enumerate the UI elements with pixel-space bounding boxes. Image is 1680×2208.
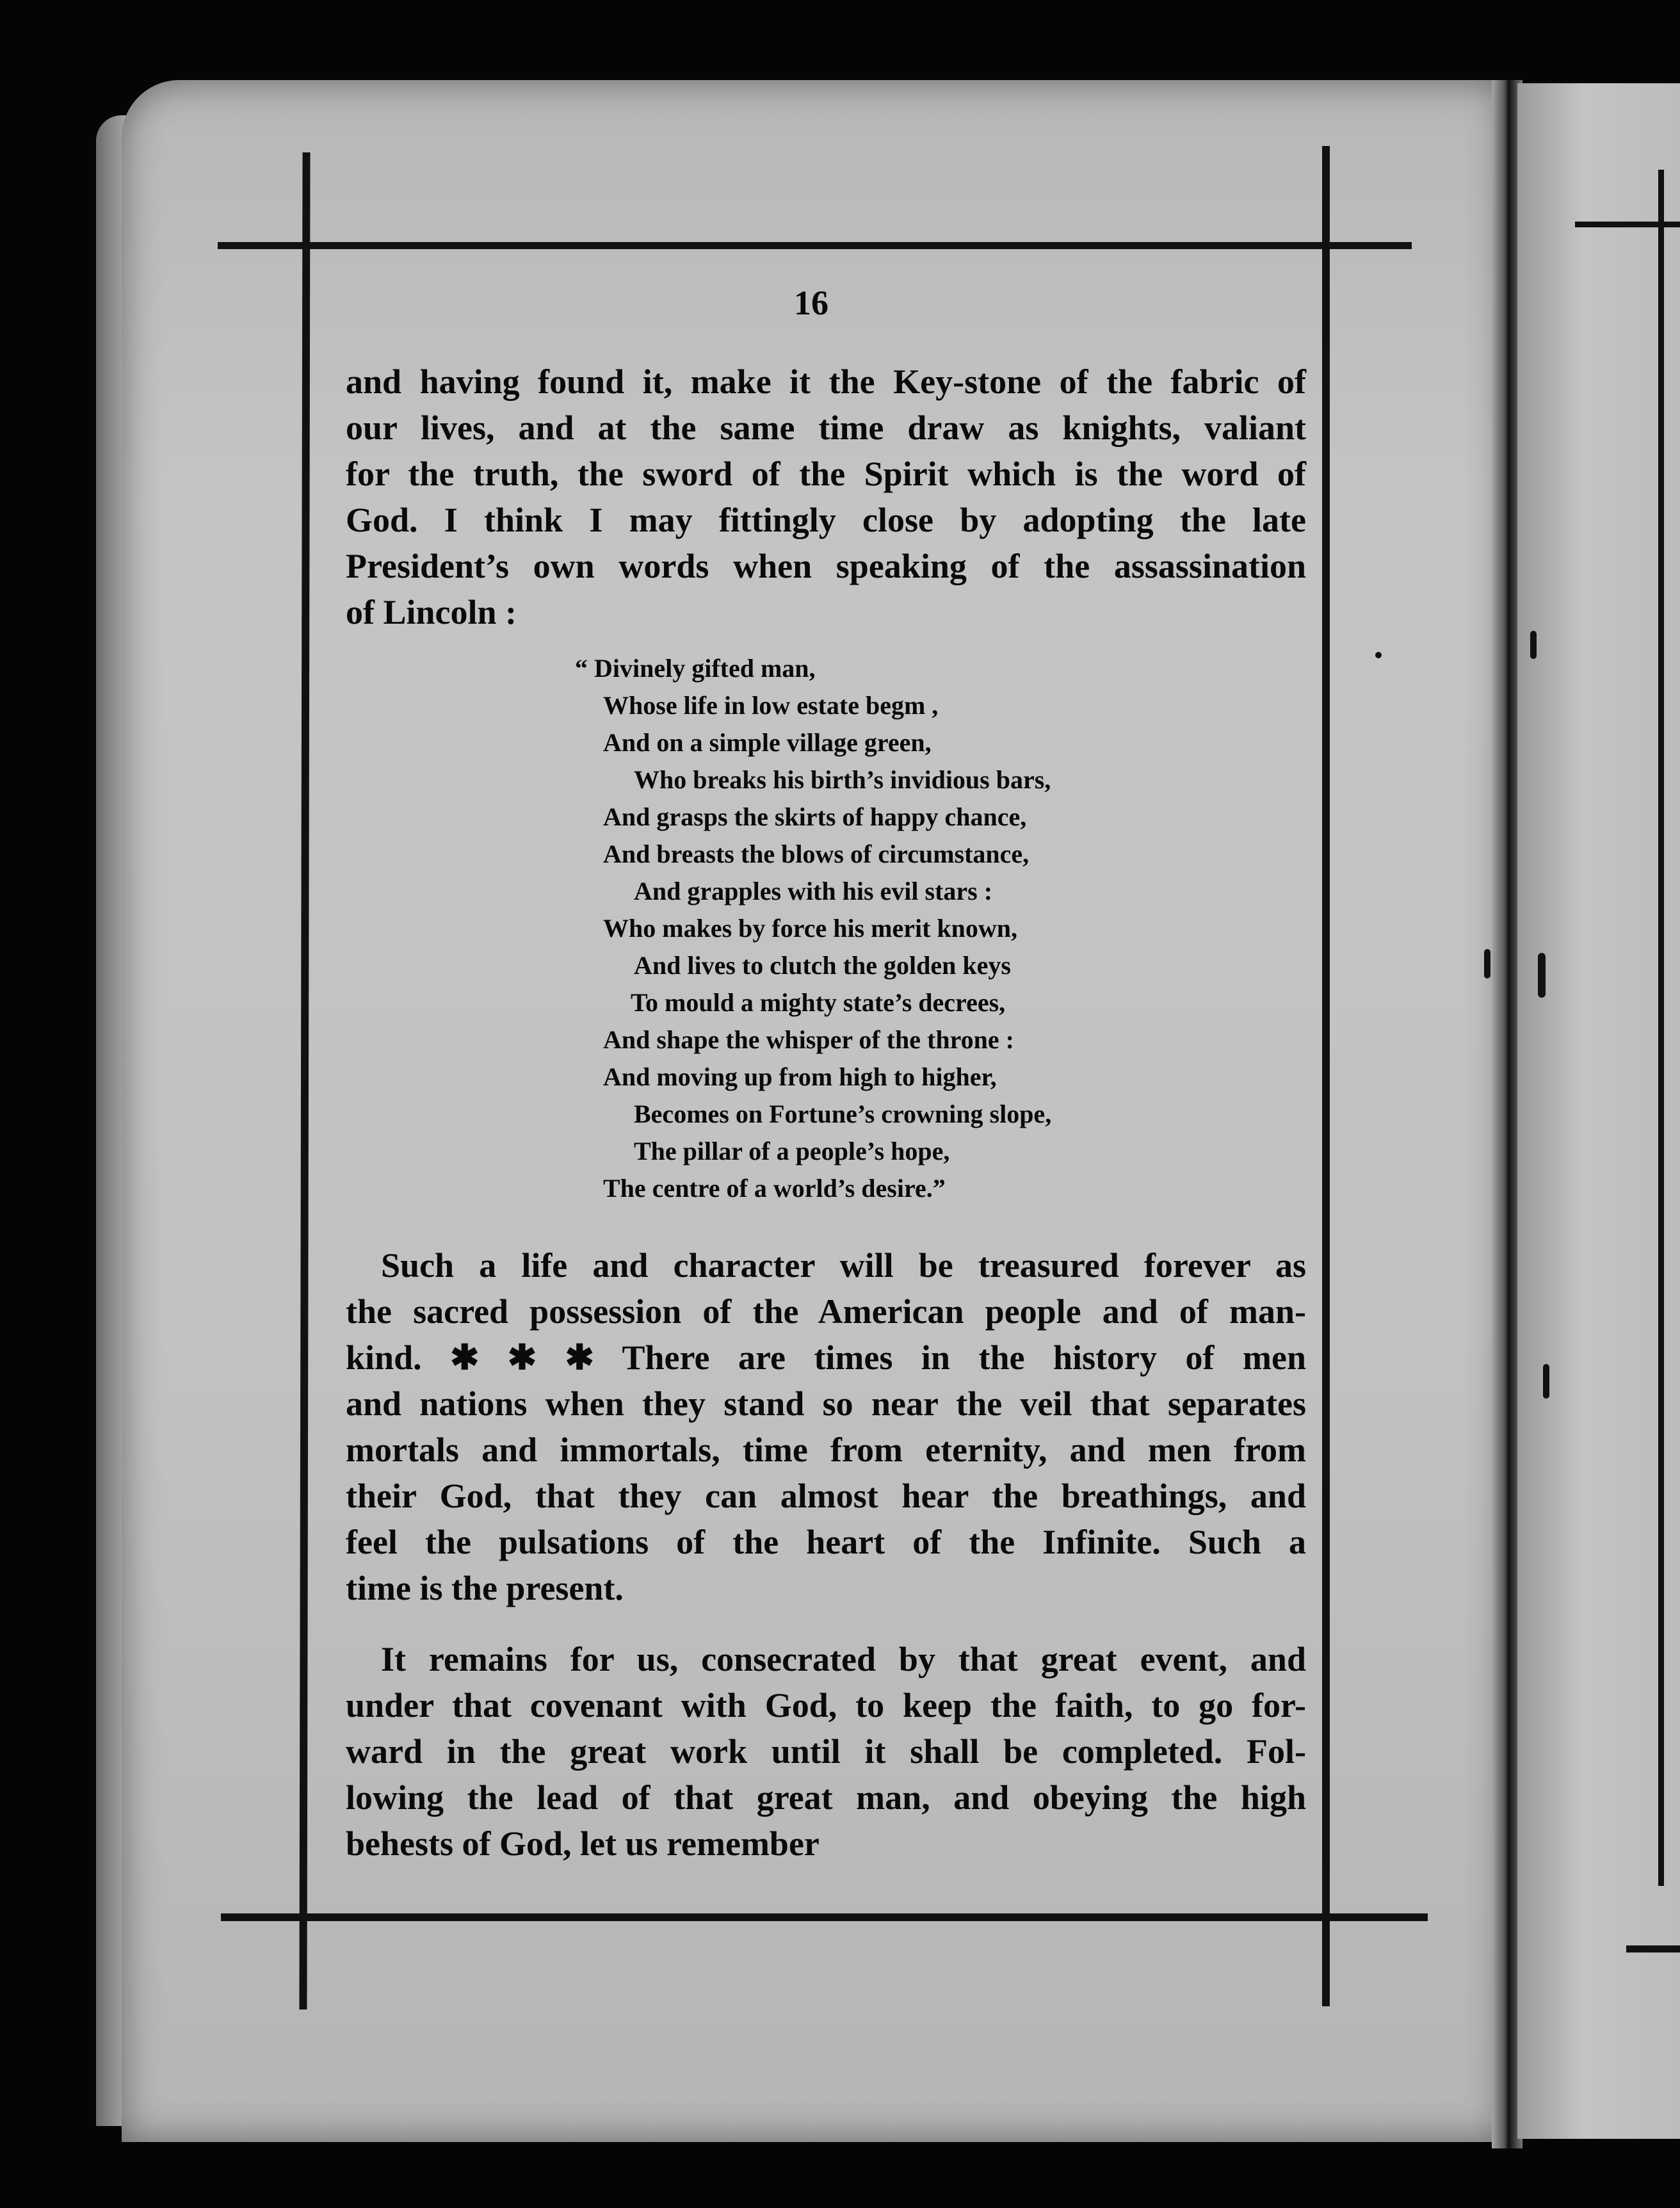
text-line: the sacred possession of the American people and of man- (346, 1292, 1306, 1331)
text-line: God. I think I may fittingly close by adopting the late (346, 501, 1306, 539)
poem-line: Becomes on Fortune’s crowning slope, (634, 1100, 1052, 1128)
text-line: Such a life and character will be treasured forever as (381, 1246, 1306, 1285)
ink-speck (1543, 1364, 1549, 1399)
poem-line: And grapples with his evil stars : (634, 877, 993, 905)
text-line: and nations when they stand so near the veil that separates (346, 1384, 1306, 1423)
text-line: our lives, and at the same time draw as knights, valiant (346, 409, 1306, 447)
page-number: 16 (794, 284, 828, 322)
ink-speck (1530, 631, 1537, 659)
ink-speck (1538, 953, 1546, 998)
poem-line: And shape the whisper of the throne : (603, 1025, 1014, 1054)
text-line: kind. ✱ ✱ ✱ There are times in the history of men (346, 1338, 1306, 1377)
frame-bottom-rule (221, 1913, 1428, 1921)
adjacent-top-rule (1575, 222, 1680, 227)
text-line: under that covenant with God, to keep the faith, to go for- (346, 1686, 1306, 1725)
adjacent-vertical-rule (1658, 170, 1664, 1886)
text-line: ward in the great work until it shall be completed. Fol- (346, 1732, 1306, 1771)
poem-line: And grasps the skirts of happy chance, (603, 802, 1027, 831)
poem-line: “ Divinely gifted man, (575, 654, 816, 683)
poem-line: And moving up from high to higher, (603, 1062, 997, 1091)
poem-line: Whose life in low estate begm , (603, 691, 939, 720)
text-line: for the truth, the sword of the Spirit which is the word of (346, 455, 1306, 493)
text-line: lowing the lead of that great man, and obeying the high (346, 1778, 1306, 1817)
text-line: President’s own words when speaking of the assassination (346, 547, 1306, 585)
text-line: and having found it, make it the Key-stone of the fabric of (346, 362, 1306, 401)
poem-line: The pillar of a people’s hope, (634, 1137, 950, 1165)
text-line: feel the pulsations of the heart of the Infinite. Such a (346, 1523, 1306, 1561)
poem-line: And on a simple village green, (603, 728, 932, 757)
text-line: mortals and immortals, time from eternity, and men from (346, 1431, 1306, 1469)
adjacent-page (1517, 83, 1680, 2139)
poem-line: Who makes by force his merit known, (603, 914, 1018, 943)
poem-line: And breasts the blows of circumstance, (603, 840, 1030, 868)
ink-speck (1375, 652, 1382, 658)
text-line: It remains for us, consecrated by that great event, and (381, 1640, 1306, 1678)
ink-speck (1484, 949, 1490, 978)
text-line: of Lincoln : (346, 593, 517, 631)
poem-line: The centre of a world’s desire.” (603, 1174, 946, 1203)
poem-line: Who breaks his birth’s invidious bars, (634, 765, 1051, 794)
text-line: their God, that they can almost hear the breathings, and (346, 1477, 1306, 1515)
poem-line: And lives to clutch the golden keys (634, 951, 1011, 980)
text-line: time is the present. (346, 1569, 624, 1607)
frame-top-rule (218, 242, 1412, 249)
frame-right-rule (1322, 146, 1330, 2006)
text-line: behests of God, let us remember (346, 1824, 820, 1863)
adjacent-bottom-rule (1626, 1945, 1680, 1952)
poem-line: To mould a mighty state’s decrees, (631, 988, 1006, 1017)
